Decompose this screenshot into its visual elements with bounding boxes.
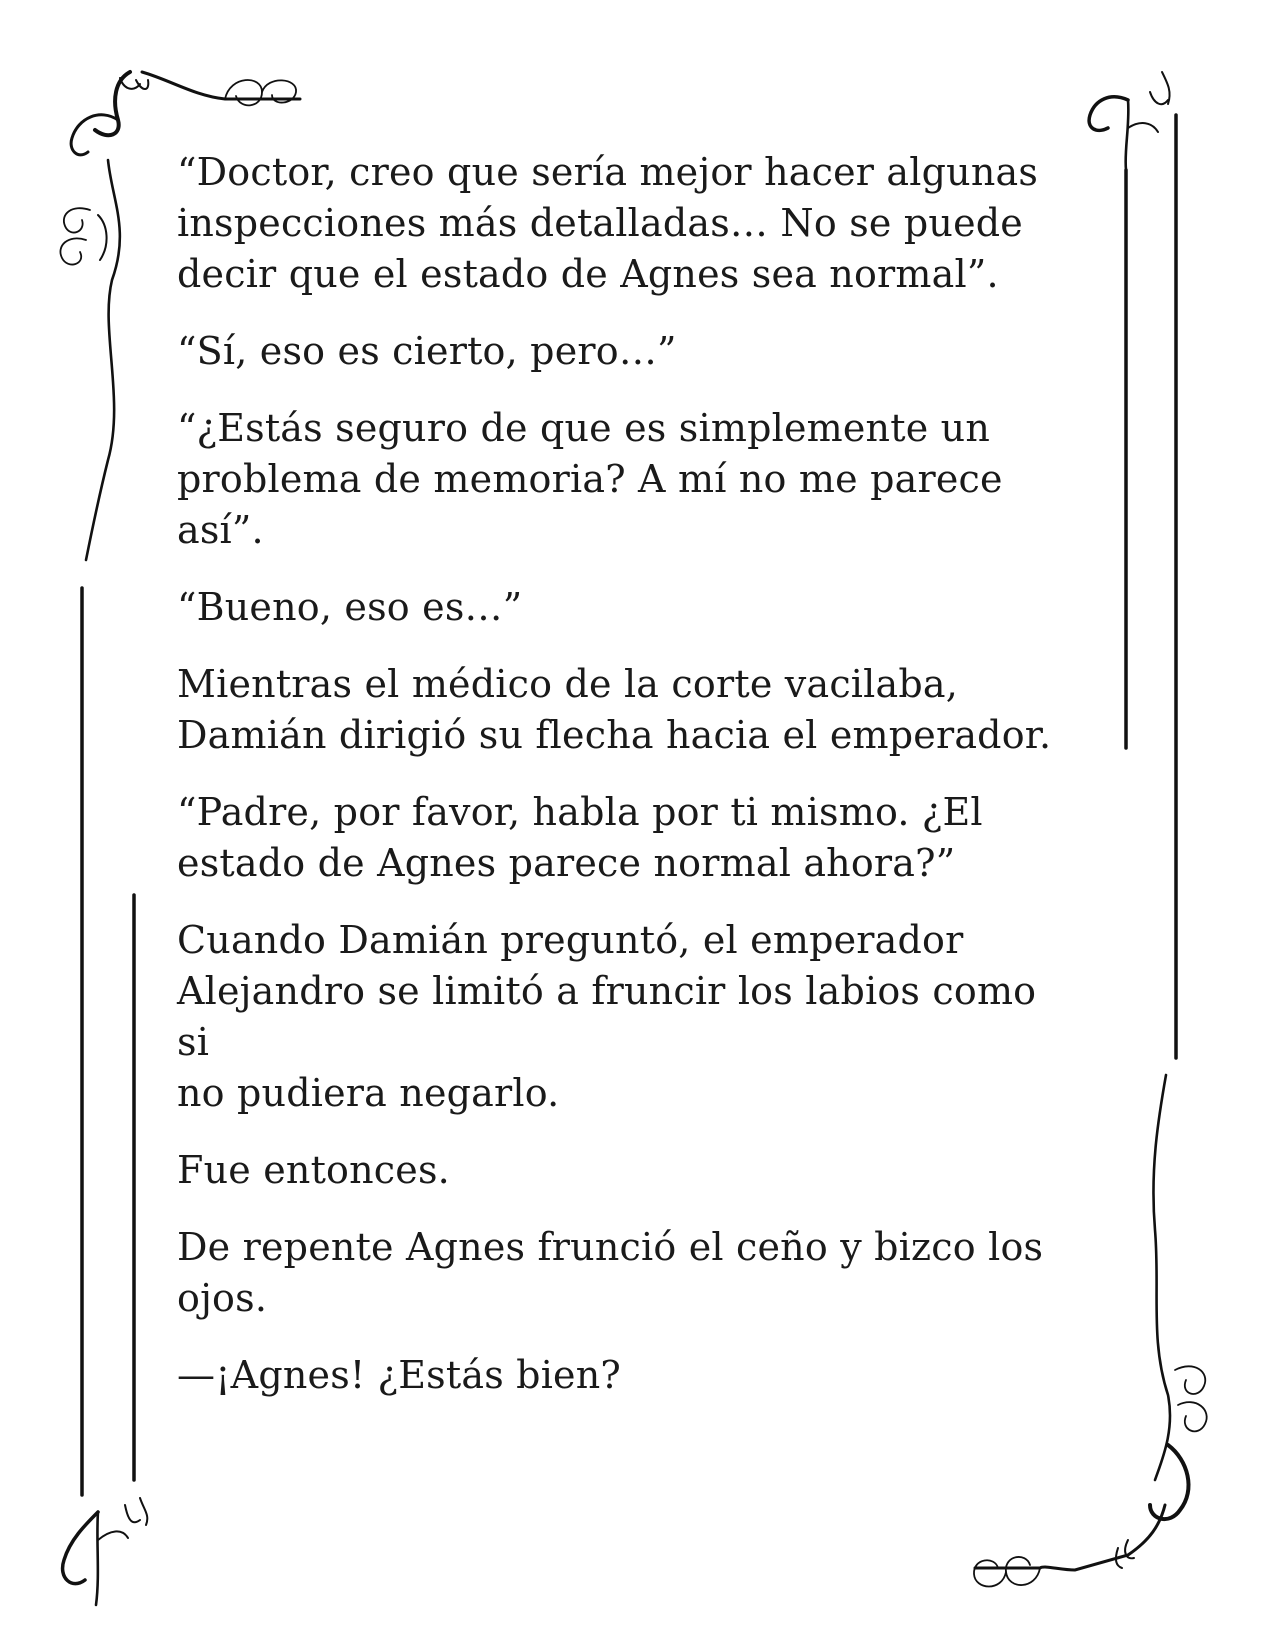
paragraph-damian-turns: Mientras el médico de la corte vacilaba, Damián dirigió su flecha hacia el emperador. bbox=[177, 662, 1052, 757]
paragraph-memory-question: “¿Estás seguro de que es simplemente un problema de memoria? A mí no me parece así”. bbox=[177, 406, 1003, 552]
story-text bbox=[177, 147, 1077, 1427]
paragraph-doctor-reply: “Sí, eso es cierto, pero…” bbox=[177, 329, 677, 373]
paragraph-doctor-hesitation: “Bueno, eso es…” bbox=[177, 585, 523, 629]
paragraph-agnes-exclaim: —¡Agnes! ¿Estás bien? bbox=[177, 1353, 621, 1397]
paragraph-agnes-frowns: De repente Agnes frunció el ceño y bizco los ojos. bbox=[177, 1225, 1044, 1320]
top-right-flourish-icon bbox=[1089, 72, 1170, 170]
paragraph-then: Fue entonces. bbox=[177, 1148, 450, 1192]
paragraph-doctor-request: “Doctor, creo que sería mejor hacer algunas inspecciones más detalladas… No se puede decir que el estado de Agnes sea normal”. bbox=[177, 150, 1039, 296]
paragraph-emperor-reaction: Cuando Damián preguntó, el emperador Alejandro se limitó a fruncir los labios como si no pudiera negarlo. bbox=[177, 918, 1037, 1115]
paragraph-damian-asks-father: “Padre, por favor, habla por ti mismo. ¿El estado de Agnes parece normal ahora?” bbox=[177, 790, 983, 885]
bottom-left-flourish-icon bbox=[63, 1498, 148, 1605]
